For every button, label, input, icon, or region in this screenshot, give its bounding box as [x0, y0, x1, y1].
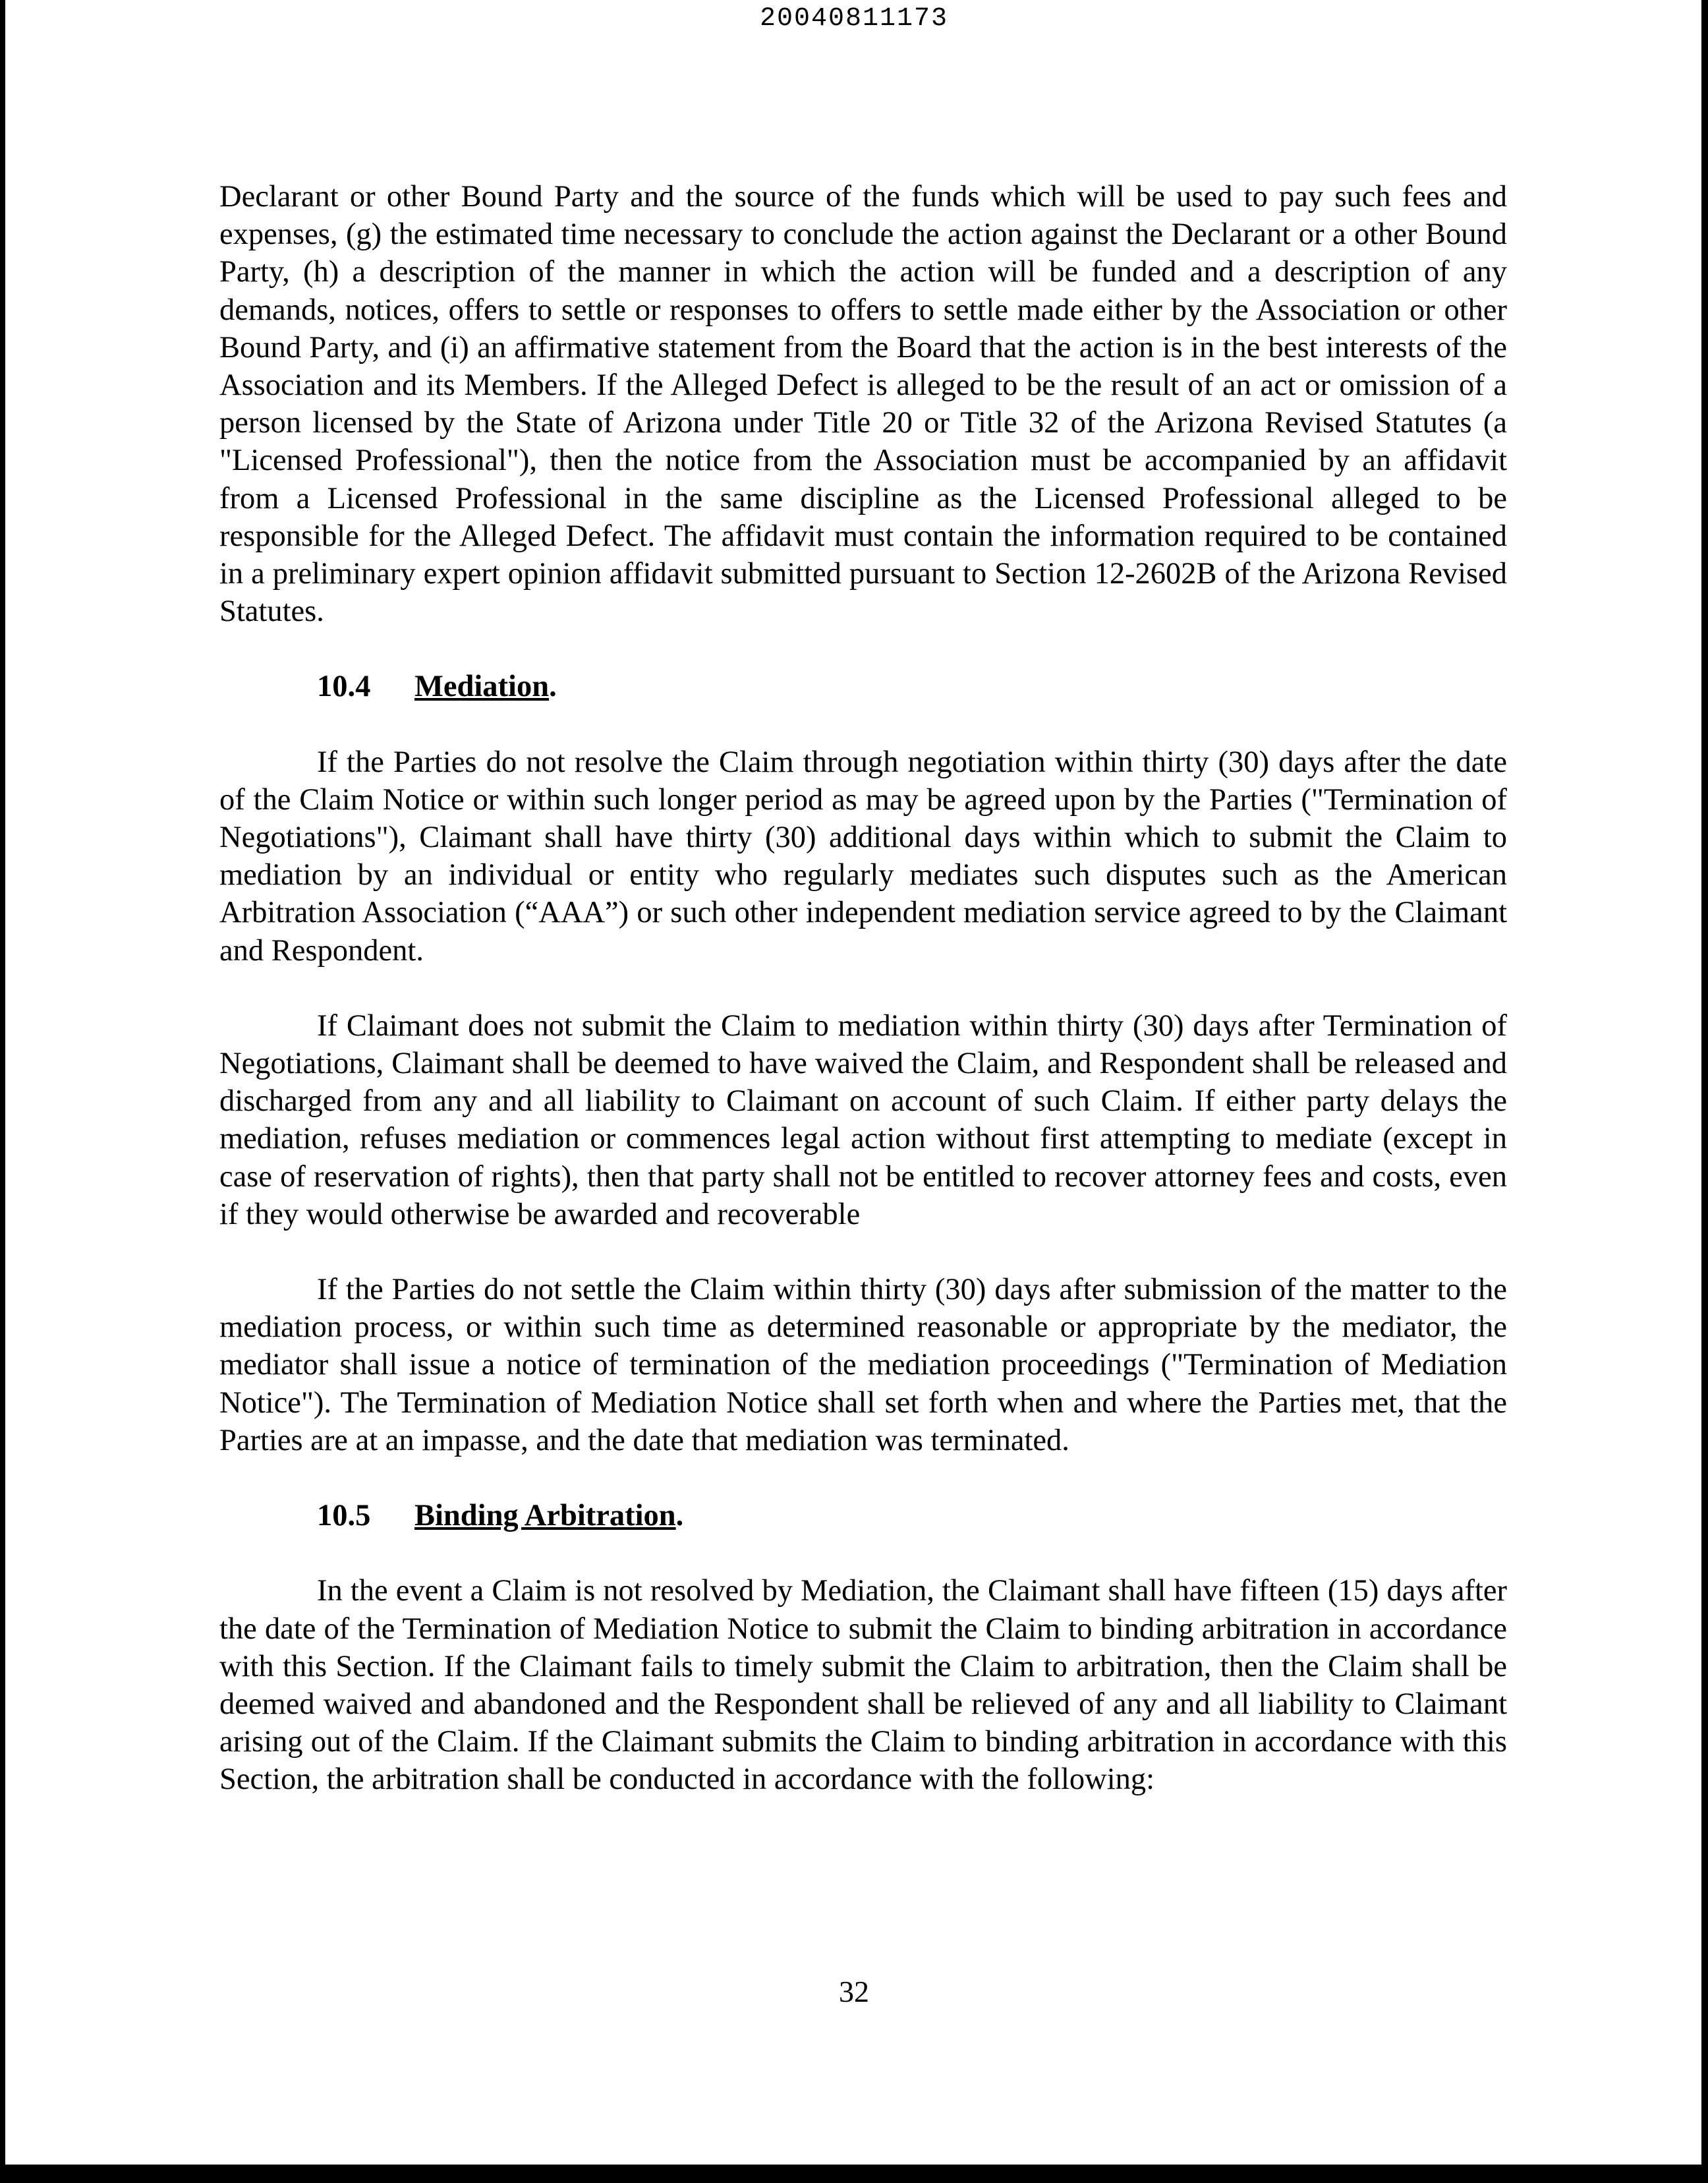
document-id: 20040811173 [759, 4, 949, 34]
section-title-period: . [675, 1499, 684, 1533]
section-heading-10-4 [219, 668, 1507, 705]
paragraph-arbitration-1: In the event a Claim is not resolved by Mediation, the Claimant shall have fifteen (15) days after the date of the Termination of Mediation Notice to submit the Claim to binding arbitration in accordance with this Section. If the Claimant fails to timely submit the Claim to arbitration, then the Claim shall be deemed waived and abandoned and the Respondent shall be relieved of any and all liability to Claimant arising out of the Claim. If the Claimant submits the Claim to binding arbitration in accordance with this Section, the arbitration shall be conducted in accordance with the following: [219, 1574, 1507, 1797]
page-number: 32 [839, 1975, 869, 2008]
scan-border-bottom [0, 2165, 1708, 2183]
section-heading-10-5 [219, 1497, 1507, 1534]
paragraph-mediation-1: If the Parties do not resolve the Claim through negotiation within thirty (30) days after the date of the Claim Notice or within such longer period as may be agreed upon by the Parties ("Termination of Negotiations"), Claimant shall have thirty (30) additional days within which to submit the Claim to mediation by an individual or entity who regularly mediates such disputes such as the American Arbitration Association (“AAA”) or such other independent mediation service agreed to by the Claimant and Respondent. [219, 745, 1507, 968]
paragraph-mediation-3: If the Parties do not settle the Claim within thirty (30) days after submission of the matter to the mediation process, or within such time as determined reasonable or appropriate by the mediator, the mediator shall issue a notice of termination of the mediation proceedings ("Termination of Mediation Notice"). The Termination of Mediation Notice shall set forth when and where the Parties met, that the Parties are at an impasse, and the date that mediation was terminated. [219, 1273, 1507, 1457]
section-title-period: . [549, 670, 557, 704]
section-title: Mediation [414, 670, 550, 704]
scan-border-left [0, 0, 5, 2183]
paragraph-continuation: Declarant or other Bound Party and the source of the funds which will be used to pay such fees and expenses, (g) the estimated time necessary to conclude the action against the Declarant or a other Bound Party, (h) a description of the manner in which the action will be funded and a description of any demands, notices, offers to settle or responses to offers to settle made either by the Association or other Bound Party, and (i) an affirmative statement from the Board that the action is in the best interests of the Association and its Members. If the Alleged Defect is alleged to be the result of an act or omission of a person licensed by the State of Arizona under Title 20 or Title 32 of the Arizona Revised Statutes (a "Licensed Professional"), then the notice from the Association must be accompanied by an affidavit from a Licensed Professional in the same discipline as the Licensed Professional alleged to be responsible for the Alleged Defect. The affidavit must contain the information required to be contained in a preliminary expert opinion affidavit submitted pursuant to Section 12-2602B of the Arizona Revised Statutes. [219, 180, 1507, 629]
paragraph-mediation-2: If Claimant does not submit the Claim to mediation within thirty (30) days after Termination of Negotiations, Claimant shall be deemed to have waived the Claim, and Respondent shall be released and discharged from any and all liability to Claimant on account of such Claim. If either party delays the mediation, refuses mediation or commences legal action without first attempting to mediate (except in case of reservation of rights), then that party shall not be entitled to recover attorney fees and costs, even if they would otherwise be awarded and recoverable [219, 1008, 1507, 1231]
section-number: 10.5 [317, 1499, 371, 1533]
section-number: 10.4 [317, 670, 371, 704]
document-body [219, 178, 1507, 1799]
scan-border-right [1701, 0, 1708, 2183]
section-title: Binding Arbitration [414, 1499, 676, 1533]
